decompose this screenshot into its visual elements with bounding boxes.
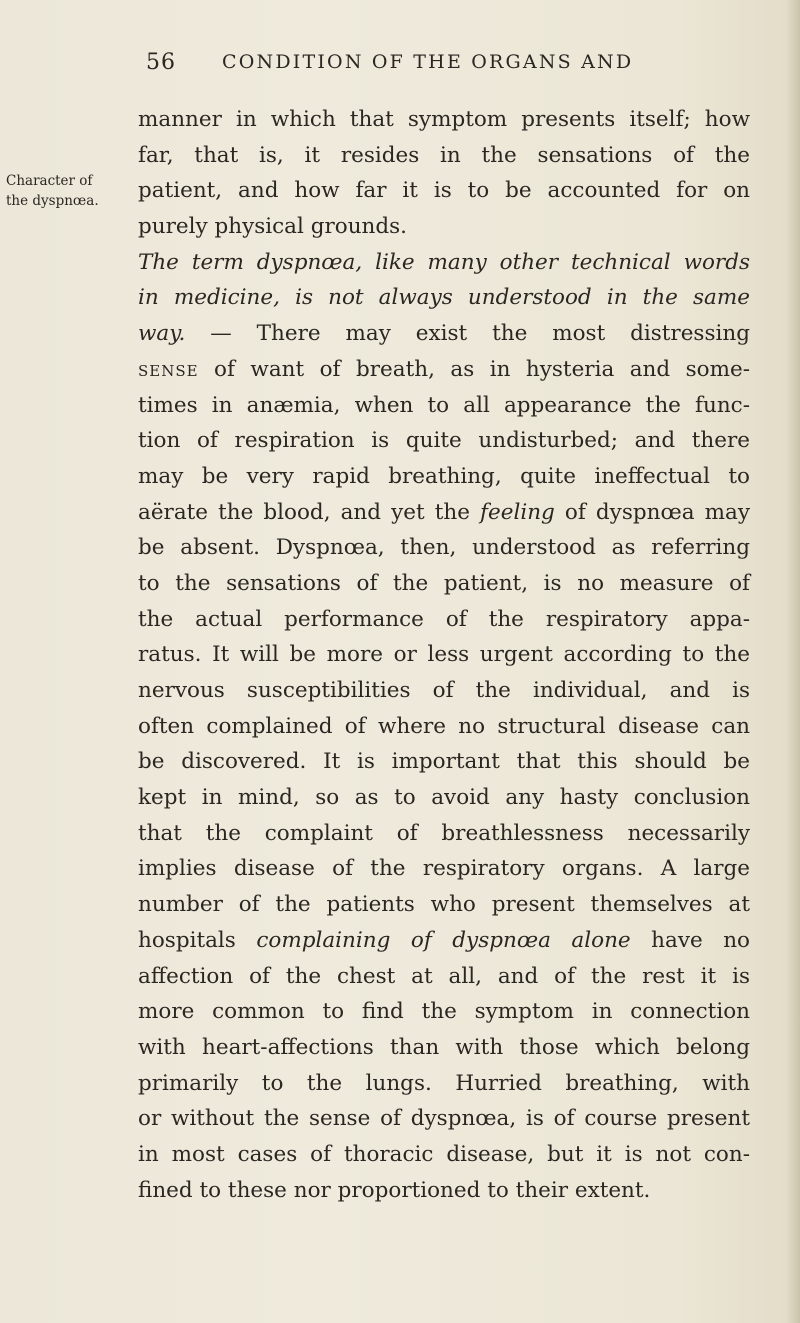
text-line: fined to these nor proportioned to their extent. (138, 1177, 651, 1203)
italic-text: The term dyspnœa, like many other technical words (138, 249, 750, 275)
text-line: with heart-affections than with those which belong (138, 1034, 750, 1060)
italic-text: way. (138, 321, 186, 347)
text-line: or without the sense of dyspnœa, is of course present (138, 1106, 750, 1132)
italic-text: in medicine, is not always understood in the same (138, 285, 750, 311)
text-line: to the sensations of the patient, is no measure of (138, 570, 750, 596)
small-caps-text: sense (138, 356, 199, 382)
text-line: that the complaint of breathlessness necessarily (138, 820, 750, 846)
margin-note-line: the dyspnœa. (6, 193, 99, 209)
italic-text: feeling (480, 499, 555, 525)
text-line: times in anæmia, when to all appearance the func- (138, 392, 750, 418)
text-line (138, 495, 750, 531)
text-line: purely physical grounds. (138, 214, 408, 240)
text-segment: have no (630, 927, 750, 953)
margin-note (6, 171, 128, 211)
text-segment: hospitals (138, 927, 257, 953)
text-line: manner in which that symptom presents itself; how (138, 107, 750, 132)
text-line: ratus. It will be more or less urgent according to the (138, 642, 750, 668)
text-segment: — There may exist the most distressing (185, 321, 750, 347)
text-segment: of dyspnœa may (554, 499, 750, 525)
text-line: the actual performance of the respiratory appa- (138, 606, 750, 632)
text-line: in most cases of thoracic disease, but it is not con- (138, 1141, 750, 1167)
page-header (0, 50, 800, 80)
text-line (138, 280, 750, 316)
page-number: 56 (146, 50, 176, 75)
body-text (138, 102, 750, 1208)
text-line: number of the patients who present themselves at (138, 892, 750, 918)
text-segment: of want of breath, as in hysteria and some- (198, 356, 750, 382)
text-line: far, that is, it resides in the sensations of the (138, 142, 750, 168)
text-line: nervous susceptibilities of the individual, and is (138, 678, 750, 703)
text-line: patient, and how far it is to be accounted for on (138, 178, 750, 204)
running-head: CONDITION OF THE ORGANS AND (222, 51, 634, 73)
italic-text: complaining of dyspnœa alone (256, 927, 631, 953)
text-line: primarily to the lungs. Hurried breathing, with (138, 1070, 750, 1096)
text-line: often complained of where no structural disease can (138, 713, 750, 739)
text-line: be absent. Dyspnœa, then, understood as referring (138, 535, 750, 561)
text-line: may be very rapid breathing, quite ineffectual to (138, 463, 750, 489)
page-edge-shadow (786, 0, 800, 1323)
text-line: implies disease of the respiratory organs. A large (138, 856, 750, 882)
text-line (138, 245, 750, 281)
margin-note-line: Character of (6, 173, 93, 189)
text-line (138, 316, 750, 352)
text-line (138, 352, 750, 388)
text-line: tion of respiration is quite undisturbed; and there (138, 428, 750, 454)
text-line: more common to find the symptom in connection (138, 999, 750, 1025)
text-line: affection of the chest at all, and of the rest it is (138, 963, 750, 989)
text-line: kept in mind, so as to avoid any hasty conclusion (138, 785, 750, 811)
text-line (138, 923, 750, 959)
text-line: be discovered. It is important that this should be (138, 749, 750, 775)
text-segment: aërate the blood, and yet the (138, 499, 481, 525)
